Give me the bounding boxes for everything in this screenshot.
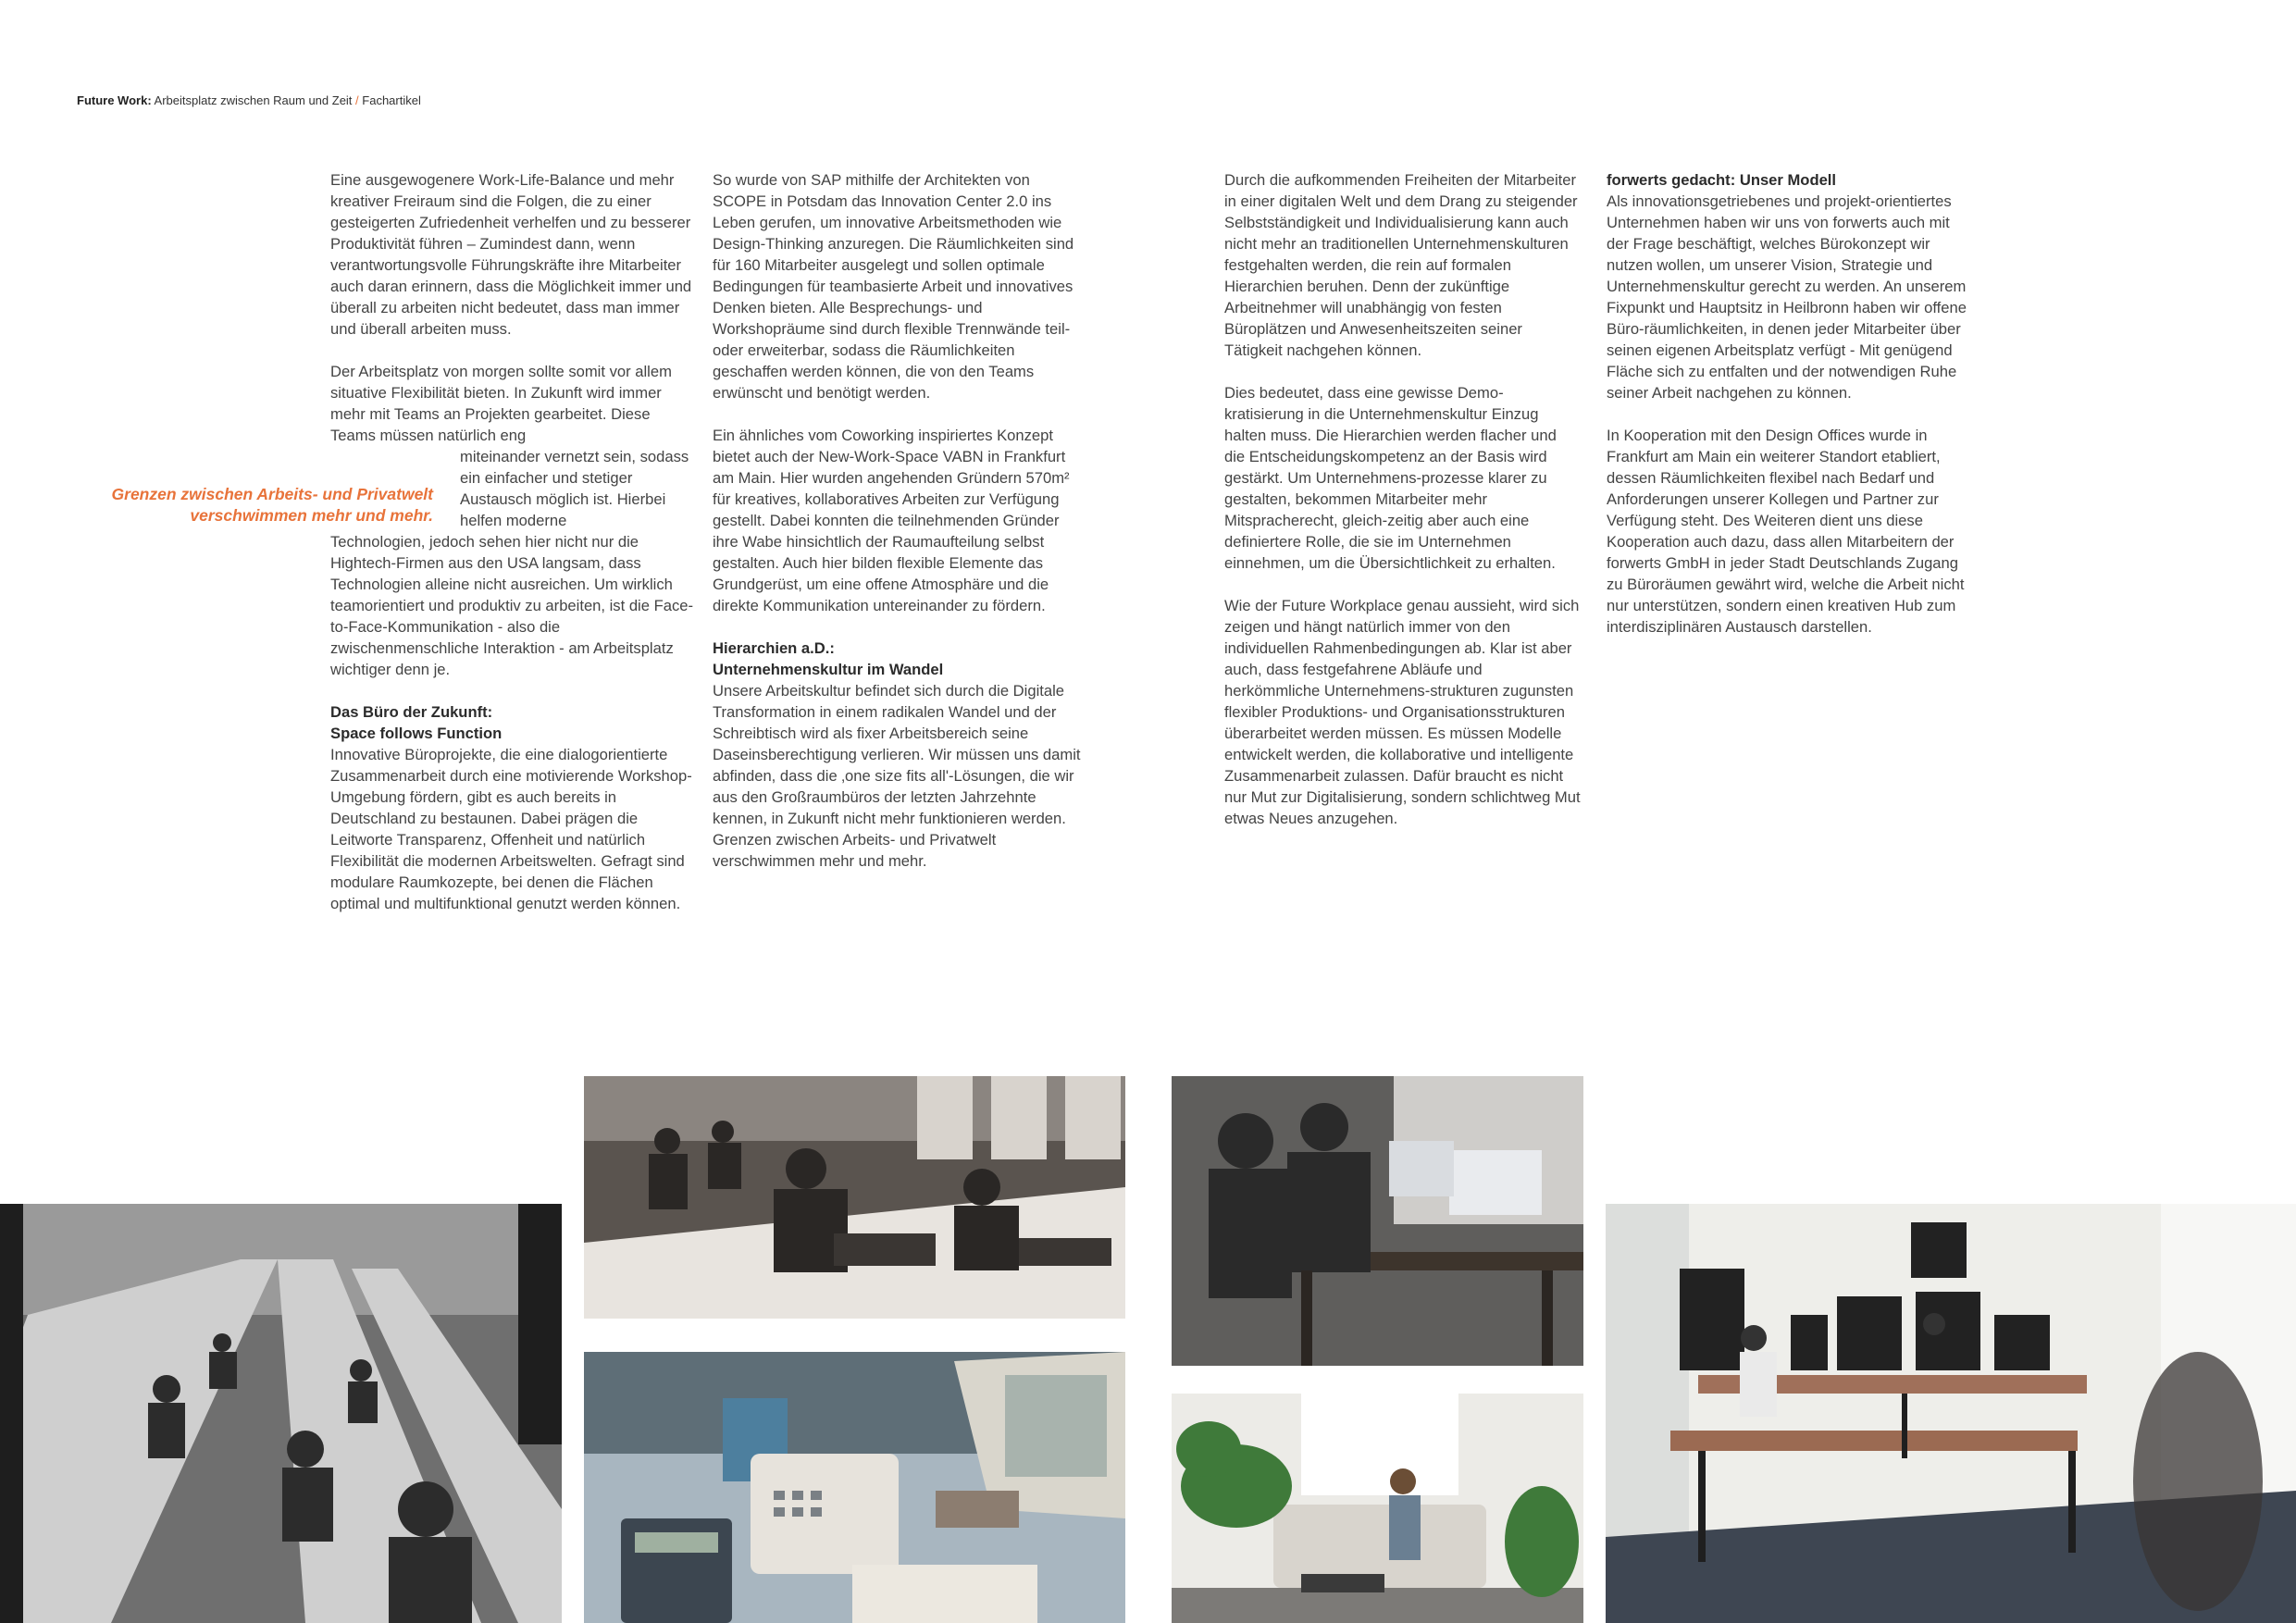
header-title: Arbeitsplatz zwischen Raum und Zeit (151, 93, 353, 107)
paragraph: Wie der Future Workplace genau aussieht, wird sich zeigen und hängt natürlich immer von den individuellen Rahmenbedingungen ab. Klar ist aber auch, dass festgefahrene Abläufe und herkömmliche Unternehmens-strukturen zugunsten flexibler Produktions- und Organisationsstrukturen überarbeitet werden müssen. Es müssen Modelle entwickelt werden, die kollaborative und intelligente Zusammenarbeit zulassen. Dafür braucht es nicht nur Mut zur Digitalisierung, sondern schlichtweg Mut etwas Neues anzugehen. (1224, 597, 1581, 827)
header-slash: / (352, 93, 363, 107)
text-column-4 (1607, 169, 1967, 659)
text-column-3 (1224, 169, 1581, 850)
paragraph: Ein ähnliches vom Coworking inspiriertes Konzept bietet auch der New-Work-Space VABN in Frankfurt am Main. Hier wurden angehenden Gründern 570m² für kreatives, kollaboratives Arbeiten zur Verfügung gestellt. Dabei konnten die teilnehmenden Gründer ihre Wabe hinsichtlich der Raumaufteilung selbst gestalten. Auch hier bilden flexible Elemente das Grundgerüst, um eine offene Atmosphäre und die direkte Kommunikation untereinander zu fördern. (713, 427, 1070, 614)
section-heading: Das Büro der Zukunft: (330, 703, 493, 721)
header-bold: Future Work: (77, 93, 152, 107)
header-section: Fachartikel (362, 93, 421, 107)
section-block (330, 701, 693, 914)
paragraph: Innovative Büroprojekte, die eine dialogorientierte Zusammenarbeit durch eine motivierende Workshop-Umgebung fördern, gibt es auch bereits in Deutschland zu bestaunen. Dabei prägen die Leitworte Transparenz, Offenheit und natürlich Flexibilität die modernen Arbeitswelten. Gefragt sind modulare Raumkozepte, bei denen die Flächen optimal und multifunktional genutzt werden können. (330, 746, 692, 912)
photo-open-office (1606, 1204, 2296, 1623)
paragraph: miteinander vernetzt sein, sodass ein einfacher und stetiger Austausch möglich ist. Hierbei helfen moderne (460, 448, 689, 529)
text-column-2 (713, 169, 1083, 893)
section-heading: forwerts gedacht: Unser Modell (1607, 171, 1837, 189)
section-block (713, 638, 1083, 872)
paragraph: Unsere Arbeitskultur befindet sich durch die Digitale Transformation in einem radikalen Wandel und der Schreibtisch wird als fixer Arbeitsbereich seine Daseinsberechtigung verlieren. Wir müssen uns damit abfinden, dass die ‚one size fits all'-Lösungen, die wir aus den Großraumbüros der letzten Jahrzehnte kennen, in Zukunft nicht mehr funktionieren werden. Grenzen zwischen Arbeits- und Privatwelt verschwimmen mehr und mehr. (713, 682, 1081, 870)
paragraph: Eine ausgewogenere Work-Life-Balance und mehr kreativer Freiraum sind die Folgen, die zu einer gesteigerten Zufriedenheit verhelfen und zu besserer Produktivität führen – Zumindest dann, wenn verantwortungsvolle Führungskräfte ihre Mitarbeiter auch daran erinnern, dass die Möglichkeit immer und überall zu arbeiten nicht bedeutet, dass man immer und überall arbeiten muss. (330, 171, 692, 338)
paragraph: Technologien, jedoch sehen hier nicht nur die Hightech-Firmen aus den USA langsam, dass Technologien alleine nicht ausreichen. Um wirklich teamorientiert und produktiv zu arbeiten, ist die Face-to-Face-Kommunikation - also die zwischenmenschliche Interaktion - am Arbeitsplatz wichtiger denn je. (330, 533, 693, 678)
running-header (77, 93, 421, 107)
paragraph: In Kooperation mit den Design Offices wurde in Frankfurt am Main ein weiterer Standort etabliert, dessen Räumlichkeiten flexibel nach Bedarf und Anforderungen unserer Kollegen und Partner zur Verfügung steht. Des Weiteren dient uns diese Kooperation auch dazu, dass allen Mitarbeitern der forwerts GmbH in jeder Stadt Deutschlands Zugang zu Büroräumen gewährt wird, welche die Arbeit nicht nur unterstützen, sondern einen kreativen Hub zum interdisziplinären Austausch darstellen. (1607, 427, 1965, 636)
section-heading: Unternehmenskultur im Wandel (713, 661, 944, 678)
photo-retro-desk (584, 1352, 1125, 1623)
paragraph: Der Arbeitsplatz von morgen sollte somit vor allem situative Flexibilität bieten. In Zukunft wird immer mehr mit Teams an Projekten gearbeitet. Diese Teams müssen natürlich eng (330, 363, 672, 444)
paragraph: Durch die aufkommenden Freiheiten der Mitarbeiter in einer digitalen Welt und dem Drang zu steigender Selbstständigkeit und Individualisierung kann auch nicht mehr an traditionellen Unternehmenskulturen festgehalten werden, die rein auf formalen Hierarchien beruhen. Denn der zukünftige Arbeitnehmer will unabhängig von festen Büroplätzen und Anwesenheitszeiten seiner Tätigkeit nachgehen können. (1224, 171, 1578, 359)
paragraph: Dies bedeutet, dass eine gewisse Demo-kratisierung in die Unternehmenskultur Einzug halten muss. Die Hierarchien werden flacher und die Entscheidungskompetenz an der Basis wird gestärkt. Um Unternehmens-prozesse klarer zu gestalten, bekommen Mitarbeiter mehr Mitspracherecht, gleich-zeitig aber auch eine definiertere Rolle, die sie im Unternehmen einnehmen, um die Übersichtlichkeit zu erhalten. (1224, 384, 1557, 572)
paragraph: Als innovationsgetriebenes und projekt-orientiertes Unternehmen haben wir uns von forwerts auch mit der Frage beschäftigt, welches Bürokonzept wir nutzen wollen, um unserer Vision, Strategie und Unternehmenskultur gerecht zu werden. An unserem Fixpunkt und Hauptsitz in Heilbronn haben wir offene Büro-räumlichkeiten, in denen jeder Mitarbeiter über seinen eigenen Arbeitsplatz verfügt - Mit genügend Fläche sich zu entfalten und der notwendigen Ruhe seiner Arbeit nachgehen zu können. (1607, 192, 1967, 402)
photo-modern-office-team (1172, 1076, 1583, 1366)
section-heading: Space follows Function (330, 725, 503, 742)
paragraph: So wurde von SAP mithilfe der Architekten von SCOPE in Potsdam das Innovation Center 2.0 ins Leben gerufen, um innovative Arbeitsmethoden wie Design-Thinking anzuregen. Die Räumlichkeiten sind für 160 Mitarbeiter ausgelegt und sollen optimale Bedingungen für teambasierte Arbeit und innovatives Denken bieten. Alle Besprechungs- und Workshopräume sind durch flexible Trennwände teil- oder erweiterbar, sodass die Räumlichkeiten geschaffen werden können, die von den Teams erwünscht und benötigt werden. (713, 171, 1074, 402)
photo-typing-pool (584, 1076, 1125, 1319)
pull-quote-line2: verschwimmen mehr und mehr. (190, 506, 433, 525)
section-block (1607, 169, 1967, 403)
photo-historic-office (0, 1204, 562, 1623)
pull-quote-line1: Grenzen zwischen Arbeits- und Privatwelt (111, 485, 433, 503)
section-heading: Hierarchien a.D.: (713, 639, 835, 657)
text-column-1 (330, 169, 693, 935)
photo-lounge-reading (1172, 1394, 1583, 1623)
